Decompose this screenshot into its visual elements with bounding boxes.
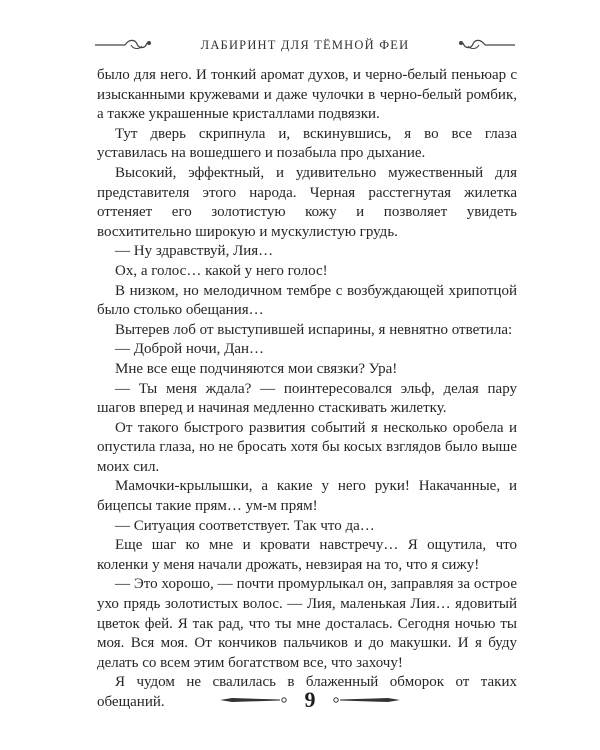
- paragraph: Высокий, эффектный, и удивительно мужественный для представителя этого народа. Черная расстегнутая жилетка оттеняет его золотистую кожу и позволяет увидеть восхитительно широкую и мускулистую грудь.: [97, 164, 517, 240]
- paragraph: — Доброй ночи, Дан…: [115, 341, 265, 358]
- paragraph: — Это хорошо, — почти промурлыкал он, заправляя за острое ухо прядь золотистых волос. — Лия, маленькая Лия… ядовитый цветок фей. Я так рад, что ты мне досталась. Сегодня ночью ты моя. Вся моя. От кончиков пальчиков и до макушки. И я буду делать со всем этим богатством все, что захочу!: [97, 576, 517, 671]
- book-title: ЛАБИРИНТ ДЛЯ ТЁМНОЙ ФЕИ: [200, 37, 410, 52]
- paragraph: Мне все еще подчиняются мои связки? Ура!: [115, 360, 398, 377]
- page-body-text: [97, 66, 517, 713]
- header-ornament-left-icon: [95, 37, 153, 53]
- paragraph: — Ты меня ждала? — поинтересовался эльф, делая пару шагов вперед и начиная медленно стаскивать жилетку.: [97, 380, 517, 417]
- paragraph: В низком, но мелодичном тембре с возбуждающей хрипотцой было столько обещания…: [97, 282, 517, 319]
- footer-ornament-right-icon: [332, 694, 400, 706]
- header-ornament-right-icon: [457, 37, 515, 53]
- paragraph: Вытерев лоб от выступившей испарины, я невнятно ответила:: [115, 321, 513, 338]
- paragraph: Я чудом не свалилась в блаженный обморок от таких обещаний.: [97, 674, 517, 710]
- paragraph: — Ситуация соответствует. Так что да…: [115, 517, 375, 534]
- page-number: 9: [304, 687, 316, 712]
- paragraph: Мамочки-крылышки, а какие у него руки! Накачанные, и бицепсы такие прям… ум-м прям!: [97, 478, 517, 515]
- paragraph: Тут дверь скрипнула и, вскинувшись, я во все глаза уставилась на вошедшего и позабыла про дыхание.: [97, 125, 517, 162]
- paragraph: От такого быстрого развития событий я несколько оробела и опустила глаза, но не бросать хотя бы косых взглядов было выше моих сил.: [97, 419, 517, 475]
- paragraph: было для него. И тонкий аромат духов, и черно-белый пеньюар с изысканными кружевами и даже чулочки в черно-белый ромбик, а также украшенные кристаллами подвязки.: [97, 67, 517, 123]
- paragraph: — Ну здравствуй, Лия…: [115, 243, 274, 260]
- running-header: [95, 35, 515, 55]
- paragraph: Еще шаг ко мне и кровати навстречу… Я ощутила, что коленки у меня начали дрожать, невзирая на то, что я сижу!: [97, 537, 517, 573]
- page-footer: [220, 688, 400, 712]
- paragraph: Ох, а голос… какой у него голос!: [115, 262, 328, 279]
- footer-ornament-left-icon: [220, 694, 288, 706]
